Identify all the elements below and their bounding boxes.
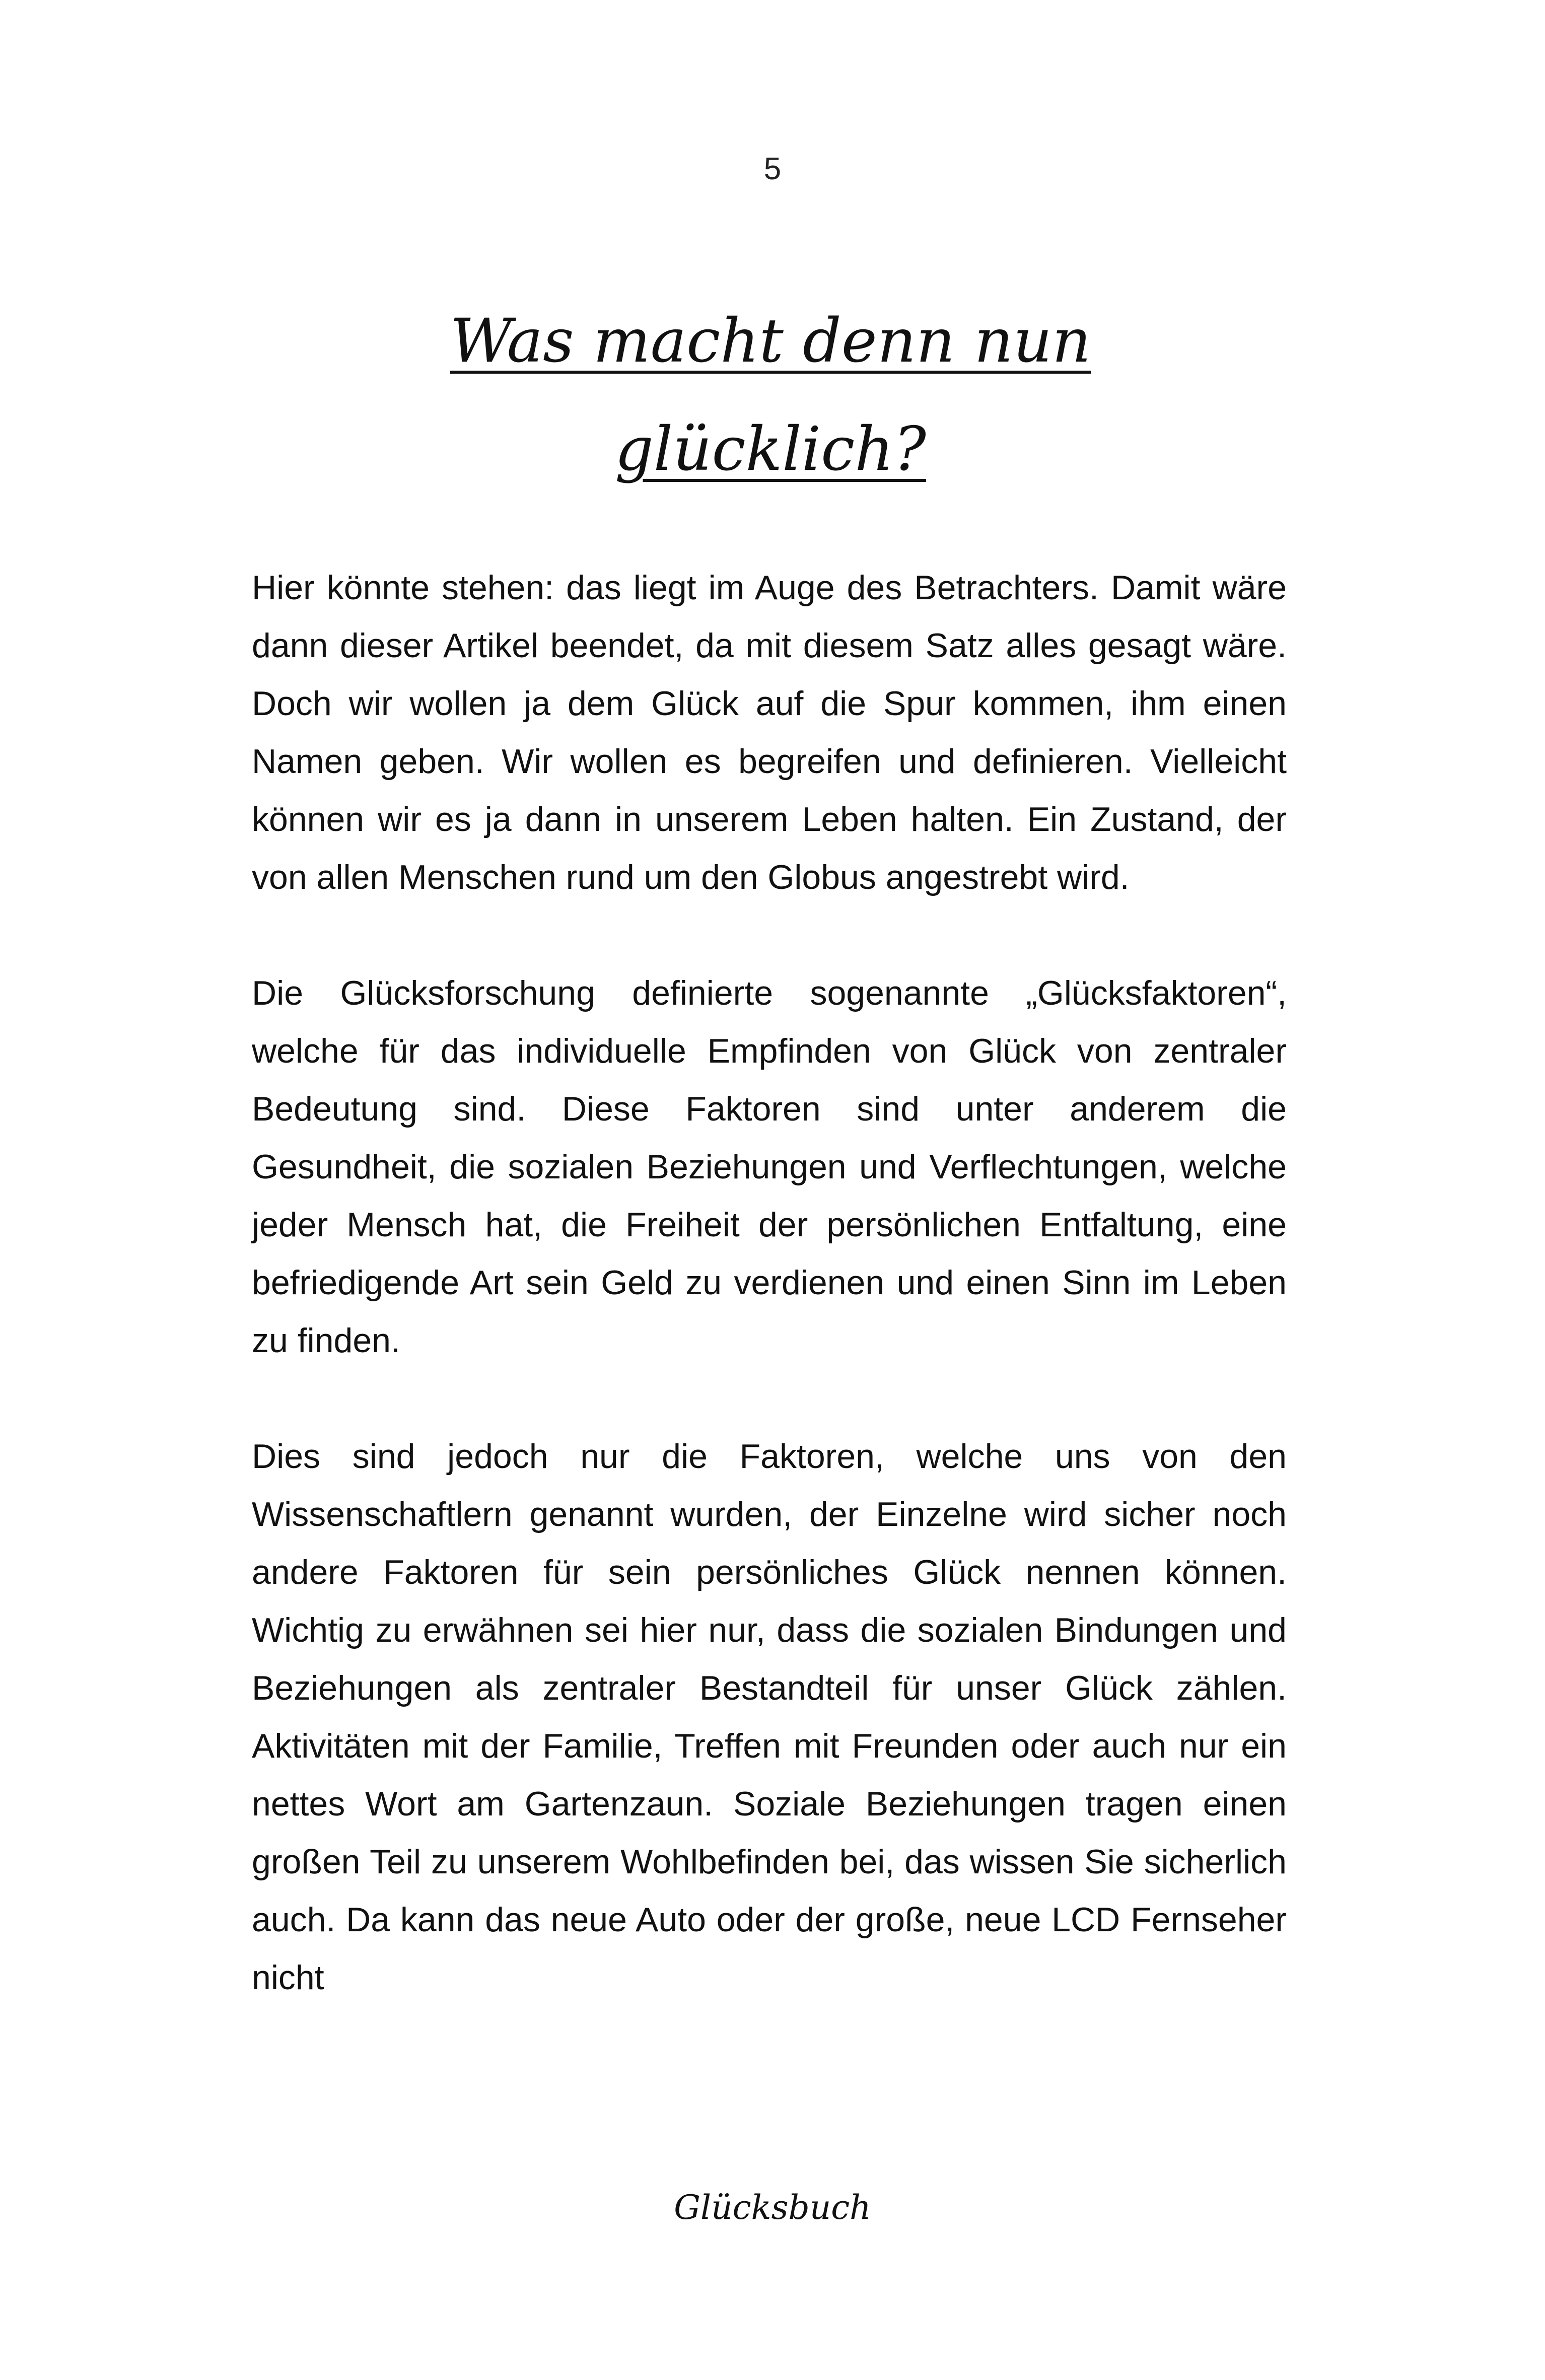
paragraph-1: Hier könnte stehen: das liegt im Auge des Betrachters. Damit wäre dann dieser Artikel beendet, da mit diesem Satz alles gesagt wäre. Doch wir wollen ja dem Glück auf die Spur kommen, ihm einen Namen geben. Wir wollen es begreifen und definieren. Vielleicht können wir es ja dann in unserem Leben halten. Ein Zustand, der von allen Menschen rund um den Globus angestrebt wird. — [252, 569, 1287, 896]
book-footer-title: Glücksbuch — [674, 2188, 871, 2227]
paragraph-2: Die Glücksforschung definierte sogenannte „Glücksfaktoren“, welche für das individuelle Empfinden von Glück von zentraler Bedeutung sind. Diese Faktoren sind unter anderem die Gesundheit, die sozialen Beziehungen und Verflechtungen, welche jeder Mensch hat, die Freiheit der persönlichen Entfaltung, eine befriedigende Art sein Geld zu verdienen und einen Sinn im Leben zu finden. — [252, 974, 1287, 1360]
page-number: 5 — [763, 152, 782, 186]
body-text — [252, 559, 1287, 2065]
paragraph-3: Dies sind jedoch nur die Faktoren, welche uns von den Wissenschaftlern genannt wurden, der Einzelne wird sicher noch andere Faktoren für sein persönliches Glück nennen können. Wichtig zu erwähnen sei hier nur, dass die sozialen Bindungen und Beziehungen als zentraler Bestandteil für unser Glück zählen. Aktivitäten mit der Familie, Treffen mit Freunden oder auch nur ein nettes Wort am Gartenzaun. Soziale Beziehungen tragen einen großen Teil zu unserem Wohlbefinden bei, das wissen Sie sicherlich auch. Da kann das neue Auto oder der große, neue LCD Fernseher nicht — [252, 1437, 1287, 1997]
chapter-title — [393, 287, 1148, 504]
chapter-title-line-2: glücklich? — [615, 414, 926, 484]
chapter-title-line-1: Was macht denn nun — [450, 306, 1091, 376]
